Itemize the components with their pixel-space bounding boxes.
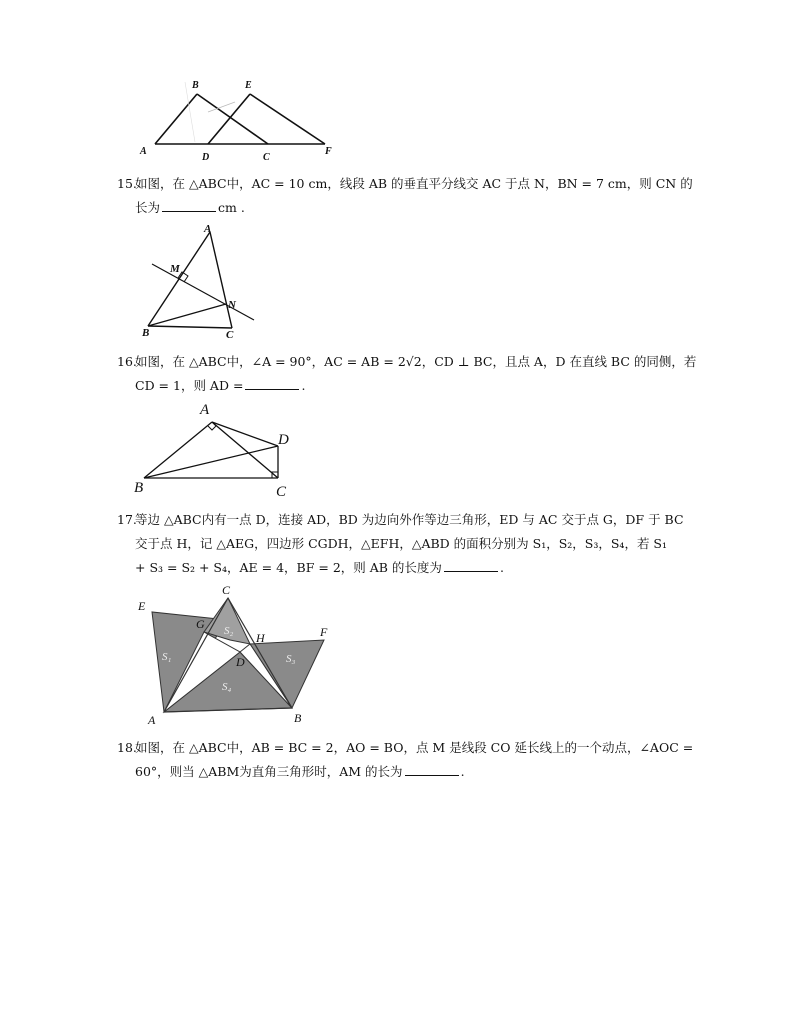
- answer-blank[interactable]: [245, 377, 299, 390]
- text-fragment: .: [460, 764, 465, 779]
- text-fragment: CD = 1，则 AD =: [135, 378, 244, 393]
- label-B: B: [294, 711, 302, 725]
- question-text-line2: [117, 760, 707, 784]
- label-B: B: [142, 327, 150, 339]
- label-A: A: [148, 713, 156, 727]
- label-A: A: [204, 223, 212, 235]
- label-C: C: [226, 329, 234, 340]
- question-18: [117, 736, 707, 784]
- text-fragment: .: [499, 560, 504, 575]
- label-S1: S₁: [162, 651, 172, 663]
- label-E: E: [138, 599, 146, 613]
- label-D: D: [202, 152, 210, 163]
- text-fragment: cm .: [218, 200, 245, 215]
- answer-blank[interactable]: [162, 199, 216, 212]
- label-H: H: [256, 631, 265, 645]
- label-B: B: [134, 480, 144, 496]
- figure-q14: [135, 72, 345, 164]
- question-text: 如图，在 △ABC中，AC = 10 cm，线段 AB 的垂直平分线交 AC 于点 N，BN = 7 cm，则 CN 的: [135, 176, 693, 191]
- question-16: [117, 350, 707, 398]
- label-S2: S₂: [224, 625, 234, 637]
- label-F: F: [320, 625, 328, 639]
- question-number: 15.: [117, 176, 137, 191]
- text-fragment: + S₃ = S₂ + S₄，AE = 4，BF = 2，则 AB 的长度为: [135, 560, 442, 575]
- question-number: 18.: [117, 740, 137, 755]
- label-G: G: [196, 617, 205, 631]
- label-F: F: [325, 146, 332, 157]
- label-A: A: [140, 146, 147, 157]
- question-text-line2: 交于点 H，记 △AEG，四边形 CGDH，△EFH，△ABD 的面积分别为 S₁，S₂，S₃，S₄，若 S₁: [135, 536, 667, 551]
- label-S3: S₃: [286, 653, 296, 665]
- question-text: 如图，在 △ABC中，∠A = 90°，AC = AB = 2√2，CD ⊥ BC，且点 A，D 在直线 BC 的同侧，若: [135, 354, 697, 369]
- question-17: [117, 508, 707, 580]
- question-text-line2: [117, 374, 707, 398]
- answer-blank[interactable]: [405, 763, 459, 776]
- figure-q15: [140, 220, 260, 340]
- answer-blank[interactable]: [444, 559, 498, 572]
- label-C: C: [276, 484, 287, 500]
- question-text: 等边 △ABC内有一点 D，连接 AD，BD 为边向外作等边三角形，ED 与 AC 交于点 G，DF 于 BC: [135, 512, 684, 527]
- label-N: N: [228, 299, 236, 311]
- text-fragment: 60°，则当 △ABM为直角三角形时，AM 的长为: [135, 764, 403, 779]
- label-E: E: [245, 80, 252, 91]
- figure-q16: [132, 398, 302, 500]
- question-number: 16.: [117, 354, 137, 369]
- label-M: M: [170, 263, 180, 275]
- figure-q17: [132, 580, 342, 728]
- label-D: D: [278, 432, 289, 448]
- label-B: B: [192, 80, 199, 91]
- label-A: A: [200, 402, 210, 418]
- label-D: D: [236, 655, 245, 669]
- label-C: C: [263, 152, 270, 163]
- question-text: 如图，在 △ABC中，AB = BC = 2，AO = BO，点 M 是线段 CO 延长线上的一个动点，∠AOC =: [135, 740, 694, 755]
- label-S4: S₄: [222, 681, 232, 693]
- question-number: 17.: [117, 512, 137, 527]
- text-fragment: 长为: [135, 200, 161, 215]
- question-text-line2: [117, 196, 707, 220]
- text-fragment: .: [301, 378, 306, 393]
- question-15: [117, 172, 707, 220]
- label-C: C: [222, 583, 231, 597]
- question-text-line3: [117, 556, 707, 580]
